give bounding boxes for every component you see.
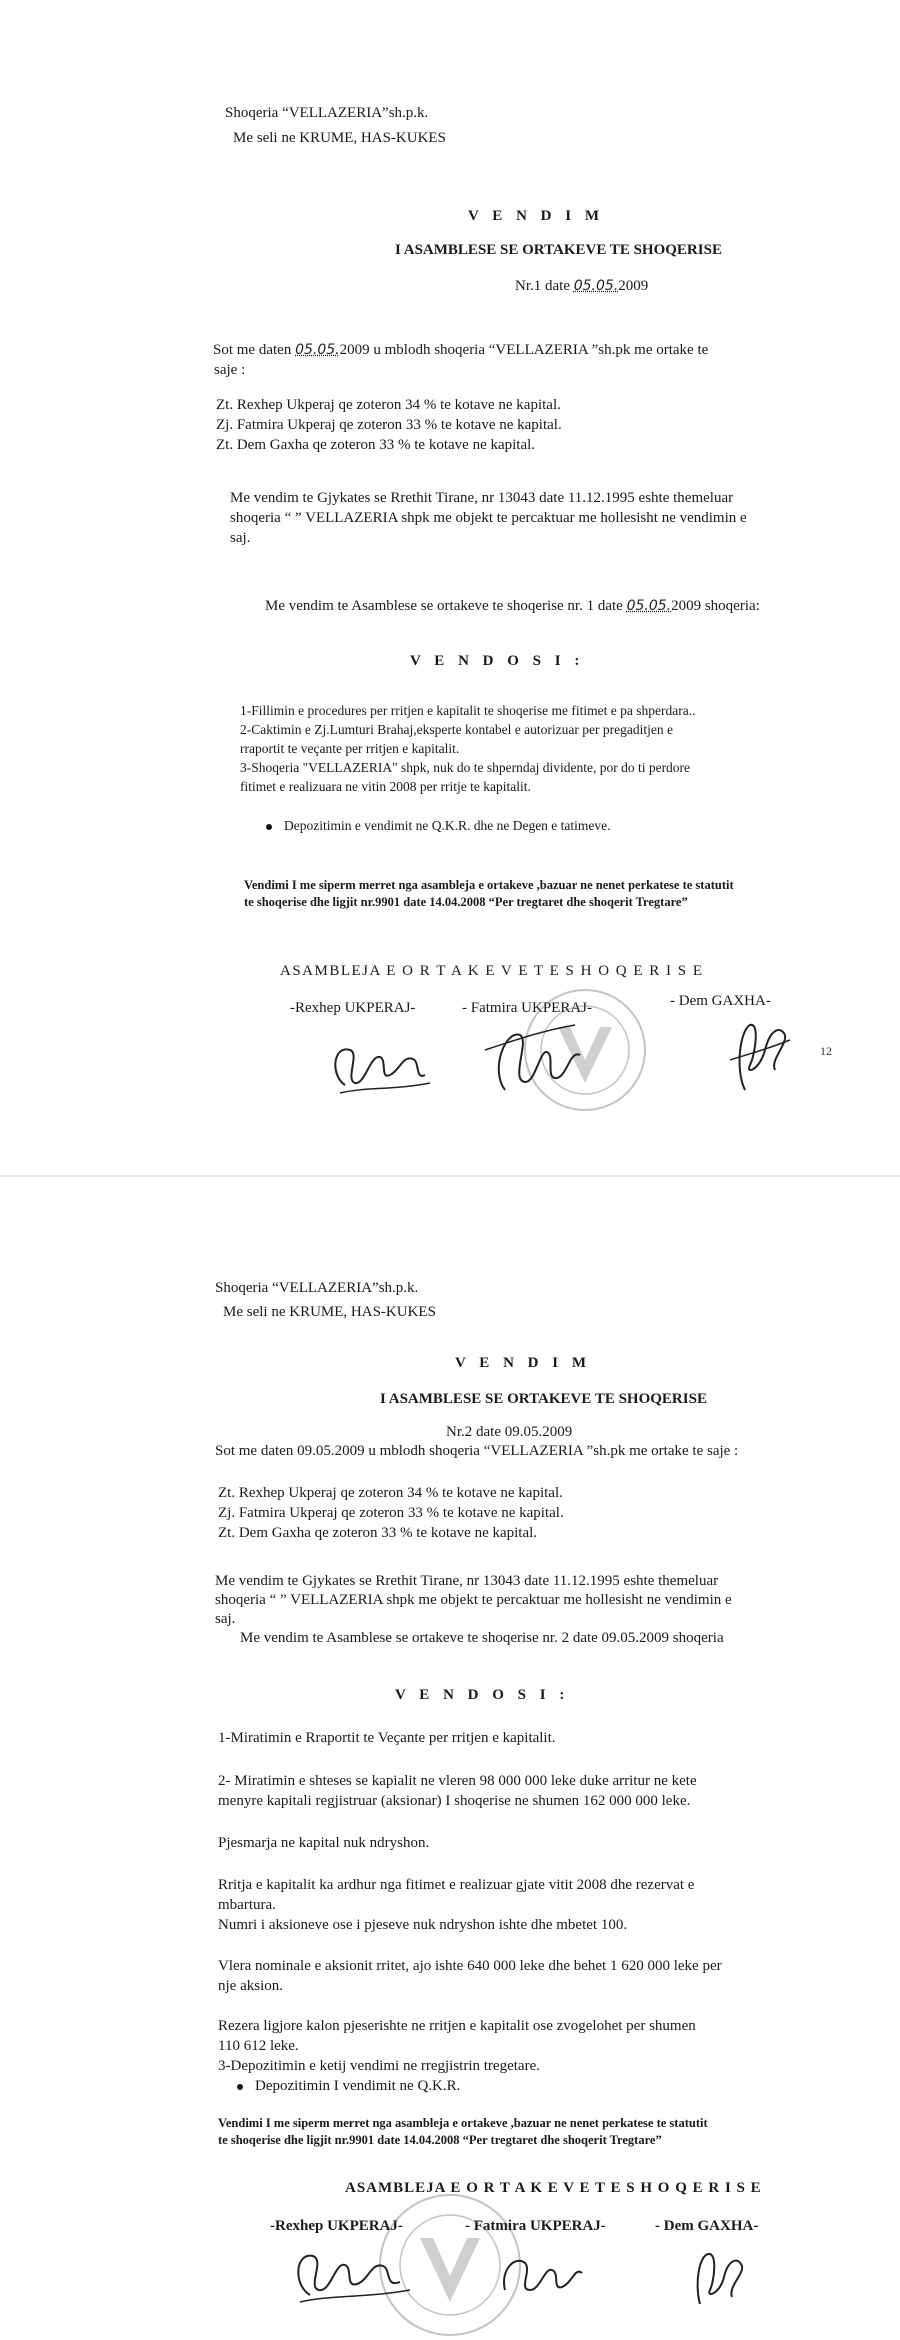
deposit-bullet: Depozitimin e vendimit ne Q.K.R. dhe ne Degen e tatimeve. (266, 818, 611, 834)
paragraph: Vlera nominale e aksionit rritet, ajo ishte 640 000 leke dhe behet 1 620 000 leke per (218, 1958, 722, 1974)
signature-rexhep (285, 2240, 415, 2310)
paragraph: Pjesmarja ne kapital nuk ndryshon. (218, 1835, 430, 1851)
paragraph: Rritja e kapitalit ka ardhur nga fitimet e realizuar gjate vitit 2008 dhe rezervat e (218, 1877, 695, 1893)
legal-basis: te shoqerise dhe ligjit nr.9901 date 14.04.2008 “Per tregtaret dhe shoqerit Tregtare” (244, 895, 688, 909)
signature-fatmira (475, 1010, 595, 1110)
partner-line: Zt. Rexhep Ukperaj qe zoteron 34 % te kotave ne kapital. (218, 1485, 563, 1501)
signatory-rexhep: -Rexhep UKPERAJ- (270, 2218, 403, 2234)
assembly-footer: ASAMBLEJA E O R T A K E V E T E S H O Q E R I S E (345, 2180, 762, 2196)
decision-item: rraportit te veçante per rritjen e kapitalit. (240, 741, 460, 756)
company-name: Shoqeria “VELLAZERIA”sh.p.k. (225, 105, 429, 121)
court-reference: shoqeria “ ” VELLAZERIA shpk me objekt te percaktuar me hollesisht ne vendimin e (215, 1592, 732, 1608)
court-reference: Me vendim te Gjykates se Rrethit Tirane, nr 13043 date 11.12.1995 eshte themeluar (215, 1573, 719, 1589)
paragraph: Numri i aksioneve ose i pjeseve nuk ndryshon ishte dhe mbetet 100. (218, 1917, 628, 1933)
signature-fatmira (490, 2245, 590, 2305)
signatory-fatmira: - Fatmira UKPERAJ- (465, 2218, 606, 2234)
document-title: V E N D I M (468, 208, 604, 224)
decision-item: 3-Depozitimin e ketij vendimi ne rregjistrin tregetare. (218, 2058, 540, 2074)
decision-item: menyre kapitali regjistruar (aksionar) I shoqerise ne shumen 162 000 000 leke. (218, 1793, 691, 1809)
paragraph: Rezera ligjore kalon pjeserishte ne rritjen e kapitalit ose zvogelohet per shumen (218, 2018, 696, 2034)
signature-dem (715, 1010, 795, 1100)
signature-dem (680, 2242, 750, 2312)
partner-line: Zj. Fatmira Ukperaj qe zoteron 33 % te kotave ne kapital. (218, 1505, 564, 1521)
deposit-bullet: Depozitimin I vendimit ne Q.K.R. (237, 2078, 460, 2095)
decision-item: 2-Caktimin e Zj.Lumturi Brahaj,eksperte kontabel e autorizuar per pregaditjen e (240, 722, 673, 737)
bullet-icon (266, 824, 272, 830)
legal-basis: Vendimi I me siperm merret nga asambleja e ortakeve ,bazuar ne nenet perkatese te statutit (244, 878, 734, 892)
partner-line: Zt. Rexhep Ukperaj qe zoteron 34 % te kotave ne kapital. (216, 397, 561, 413)
meeting-intro: Sot me daten 09.05.2009 u mblodh shoqeria “VELLAZERIA ”sh.pk me ortake te saje : (215, 1443, 739, 1459)
document-title: V E N D I M (455, 1355, 591, 1371)
assembly-reference: Me vendim te Asamblese se ortakeve te shoqerise nr. 2 date 09.05.2009 shoqeria (240, 1630, 724, 1646)
assembly-footer: ASAMBLEJA E O R T A K E V E T E S H O Q E R I S E (280, 963, 704, 979)
partner-line: Zj. Fatmira Ukperaj qe zoteron 33 % te kotave ne kapital. (216, 417, 562, 433)
legal-basis: te shoqerise dhe ligjit nr.9901 date 14.04.2008 “Per tregtaret dhe shoqerit Tregtare” (218, 2133, 662, 2147)
signatory-rexhep: -Rexhep UKPERAJ- (290, 1000, 416, 1016)
meeting-intro-cont: saje : (214, 362, 246, 378)
court-reference: Me vendim te Gjykates se Rrethit Tirane, nr 13043 date 11.12.1995 eshte themeluar (230, 490, 734, 506)
decision-item: 1-Miratimin e Rraportit te Veçante per rritjen e kapitalit. (218, 1730, 556, 1746)
page-separator (0, 1175, 900, 1177)
legal-basis: Vendimi I me siperm merret nga asambleja e ortakeve ,bazuar ne nenet perkatese te statutit (218, 2116, 708, 2130)
paragraph: mbartura. (218, 1897, 276, 1913)
partner-line: Zt. Dem Gaxha qe zoteron 33 % te kotave ne kapital. (218, 1525, 538, 1541)
decision-number: Nr.1 date 05.05.2009 (515, 278, 649, 294)
decision-page-2 (0, 1180, 900, 2340)
assembly-reference: Me vendim te Asamblese se ortakeve te shoqerise nr. 1 date 05.05.2009 shoqeria: (265, 598, 760, 614)
company-seat: Me seli ne KRUME, HAS-KUKES (233, 130, 446, 146)
document-subtitle: I ASAMBLESE SE ORTAKEVE TE SHOQERISE (380, 1391, 707, 1407)
document-subtitle: I ASAMBLESE SE ORTAKEVE TE SHOQERISE (395, 242, 722, 258)
decision-item: 2- Miratimin e shteses se kapialit ne vleren 98 000 000 leke duke arritur ne kete (218, 1773, 697, 1789)
paragraph: nje aksion. (218, 1978, 283, 1994)
decides-heading: V E N D O S I : (395, 1687, 570, 1703)
court-reference: saj. (215, 1611, 236, 1627)
company-seat: Me seli ne KRUME, HAS-KUKES (223, 1304, 436, 1320)
decision-item: 3-Shoqeria "VELLAZERIA" shpk, nuk do te shperndaj dividente, por do ti perdore (240, 760, 691, 775)
meeting-intro: Sot me daten 05.05.2009 u mblodh shoqeria “VELLAZERIA ”sh.pk me ortake te (213, 342, 709, 358)
company-name: Shoqeria “VELLAZERIA”sh.p.k. (215, 1280, 419, 1296)
decision-item: 1-Fillimin e procedures per rritjen e kapitalit te shoqerise me fitimet e pa shperdara.. (240, 703, 696, 718)
signature-rexhep (325, 1035, 435, 1100)
court-reference: saj. (230, 530, 251, 546)
paragraph: 110 612 leke. (218, 2038, 299, 2054)
decision-item: fitimet e realizuara ne vitin 2008 per rritje te kapitalit. (240, 779, 531, 794)
signatory-dem: - Dem GAXHA- (670, 993, 771, 1009)
partner-line: Zt. Dem Gaxha qe zoteron 33 % te kotave ne kapital. (216, 437, 536, 453)
signatory-fatmira: - Fatmira UKPERAJ- (462, 1000, 592, 1016)
page-number: 12 (820, 1044, 832, 1058)
decides-heading: V E N D O S I : (410, 653, 585, 669)
decision-number: Nr.2 date 09.05.2009 (446, 1424, 573, 1440)
bullet-icon (237, 2084, 243, 2090)
court-reference: shoqeria “ ” VELLAZERIA shpk me objekt te percaktuar me hollesisht ne vendimin e (230, 510, 747, 526)
signatory-dem: - Dem GAXHA- (655, 2218, 759, 2234)
